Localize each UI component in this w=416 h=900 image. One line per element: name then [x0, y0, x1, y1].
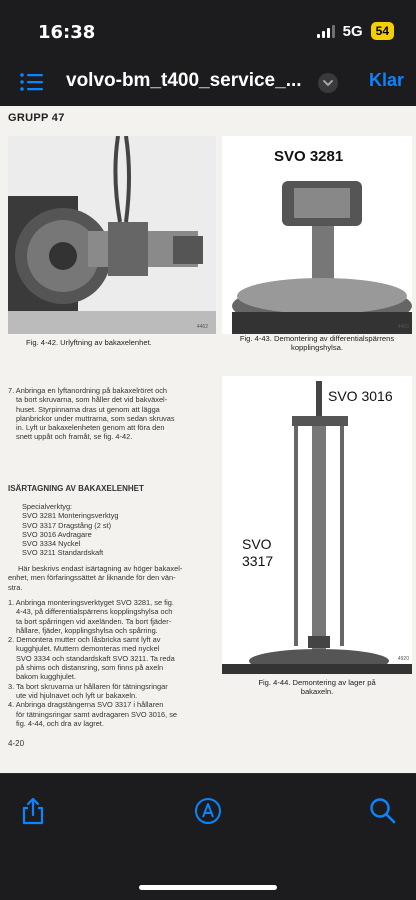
text-line: huset. Styrpinnarna dras ut genom att lägga	[16, 404, 160, 414]
svo-3016-label: SVO 3016	[328, 388, 393, 404]
figure-number: 4462	[196, 324, 208, 330]
text-line: 1. Anbringa monteringsverktyget SVO 3281, se fig.	[8, 598, 174, 607]
status-time: 16:38	[38, 22, 96, 43]
text-line: in. Lyft ur bakaxelenheten genom att föra den	[16, 423, 165, 433]
text-line: Specialverktyg:	[22, 502, 73, 511]
text-line: fig. 4-44, och dra av lagret.	[16, 718, 104, 728]
group-header: GRUPP 47	[8, 112, 65, 124]
figure-number: 4920	[397, 656, 409, 662]
text-line: kugghjulet. Muttern demonteras med nyckel	[16, 644, 160, 654]
figure-4-43-image	[222, 136, 412, 334]
section-heading: ISÄRTAGNING AV BAKAXELENHET	[8, 484, 144, 493]
page-number: 4-20	[8, 739, 25, 748]
steps-text	[8, 598, 218, 728]
text-line: 7. Anbringa en lyftanordning på bakaxelröret och	[8, 386, 168, 395]
network-type: 5G	[342, 22, 363, 40]
done-button[interactable]: Klar	[368, 70, 404, 90]
text-line: ta bort spårringen vid axeländen. Ta bort fjäder-	[16, 616, 172, 626]
bearing-puller-illustration	[222, 376, 412, 674]
text-line: 3. Ta bort skruvarna ur hållaren för tätningsringar	[8, 681, 168, 691]
text-line: stra.	[8, 582, 23, 592]
text-line: enhet, men förfaringssättet är liknande för den vän-	[8, 573, 176, 583]
text-line: hållare, fjäder, kopplingshylsa och spårring.	[16, 625, 158, 635]
caption-line: Fig. 4-43. Demontering av differentialspärrens	[239, 334, 395, 343]
svo-3317-label	[242, 536, 273, 570]
text-line: SVO 3016 Avdragare	[22, 529, 92, 539]
figure-4-44-caption	[222, 678, 412, 696]
caption-line: Fig. 4-44. Demontering av lager på	[258, 678, 376, 687]
label-line: SVO	[242, 536, 272, 552]
label-line: 3317	[242, 553, 274, 569]
text-line: SVO 3281 Monteringsverktyg	[22, 511, 119, 521]
text-line: ta bort skruvarna, som håller det vid bakväxel-	[16, 395, 168, 405]
text-line: SVO 3317 Dragstång (2 st)	[22, 520, 112, 530]
text-line: för tätningsringar samt avdragaren SVO 3016, se	[16, 709, 178, 719]
share-icon[interactable]	[18, 796, 48, 826]
figure-4-42-caption: Fig. 4-42. Urlyftning av bakaxelenhet.	[26, 338, 152, 347]
text-line: 2. Demontera mutter och låsbricka samt lyft av	[8, 635, 161, 645]
intro-text	[8, 564, 216, 592]
text-line: planbrickor under muttrarna, som sedan skruvas	[16, 413, 175, 423]
figure-number: 4463	[397, 324, 409, 330]
text-line: ute vid hjulnavet och lyft ur bakaxeln.	[16, 690, 138, 700]
text-line: 4. Anbringa dragstängerna SVO 3317 i hållaren	[8, 700, 164, 710]
search-icon[interactable]	[368, 796, 398, 826]
status-bar	[0, 0, 416, 60]
tools-list	[22, 502, 212, 558]
text-line: SVO 3334 och standardskaft SVO 3211. Ta reda	[16, 653, 175, 663]
home-indicator	[139, 885, 277, 890]
chevron-down-icon[interactable]	[318, 73, 338, 93]
figure-4-44-image	[222, 376, 412, 674]
step-7-text	[8, 386, 216, 442]
status-indicators	[317, 22, 394, 40]
bottom-toolbar	[0, 773, 416, 900]
text-line: SVO 3211 Standardskaft	[22, 548, 104, 558]
document-title[interactable]: volvo-bm_t400_service_...	[66, 70, 302, 91]
caption-line: bakaxeln.	[300, 687, 334, 696]
markup-icon[interactable]	[193, 796, 223, 826]
figure-4-42-image	[8, 136, 216, 334]
axle-lift-illustration	[8, 136, 216, 334]
nav-bar	[0, 60, 416, 106]
differential-tool-illustration	[222, 136, 412, 334]
text-line: på shims och distansring, som finns på axeln	[16, 663, 164, 673]
text-line: 4-43, på differentialspärrens kopplingshylsa och	[16, 607, 173, 617]
svo-3281-label: SVO 3281	[274, 148, 344, 165]
text-line: Här beskrivs endast isärtagning av höger bakaxel-	[18, 564, 183, 573]
text-line: bakom kugghjulet.	[16, 672, 76, 682]
text-line: SVO 3334 Nyckel	[22, 539, 81, 549]
document-page[interactable]	[0, 106, 416, 773]
text-line: snett uppåt och framåt, se fig. 4-42.	[16, 432, 133, 442]
signal-icon	[317, 24, 335, 38]
caption-line: kopplingshylsa.	[291, 343, 343, 352]
figure-4-43-caption	[222, 334, 412, 352]
list-icon[interactable]	[18, 68, 46, 96]
battery-icon: 54	[371, 22, 394, 40]
